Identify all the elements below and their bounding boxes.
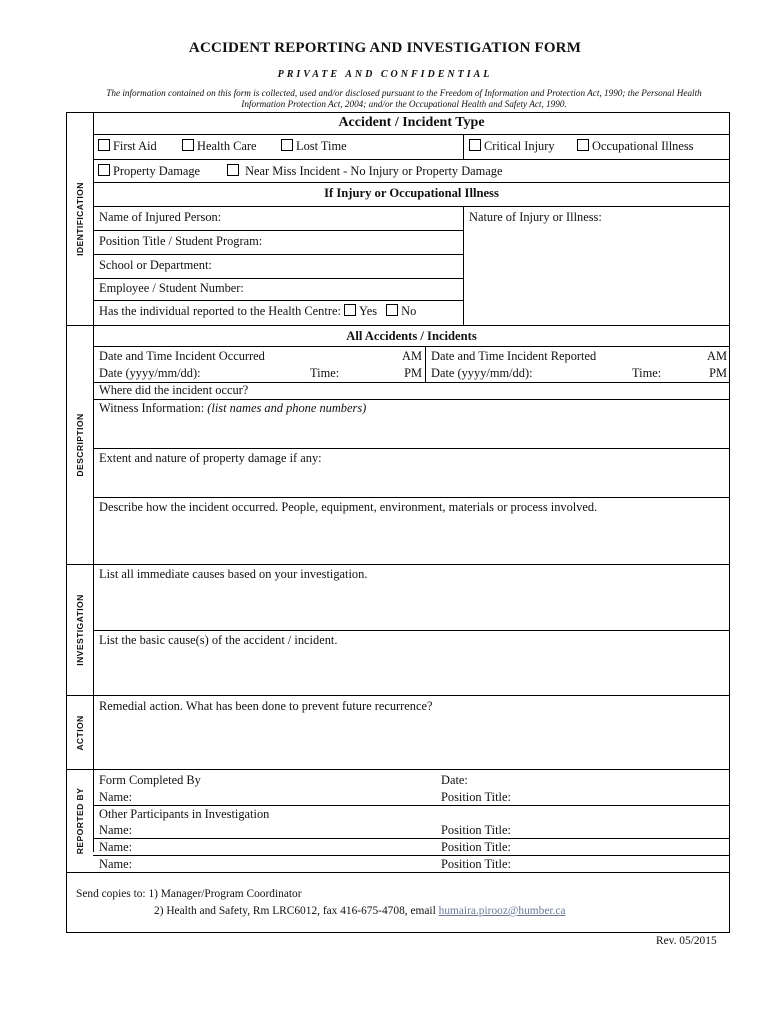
employee-number-field[interactable]: Employee / Student Number: (99, 281, 244, 295)
time-reported-field[interactable]: Time: (632, 366, 662, 380)
send-copies-line-2 (154, 904, 566, 918)
rule (93, 230, 463, 231)
checkbox-near-miss[interactable] (227, 164, 503, 179)
participant-1-position-field[interactable]: Position Title: (441, 823, 511, 837)
checkbox-icon[interactable] (227, 164, 239, 176)
am-occurred[interactable]: AM (402, 349, 422, 363)
checkbox-occupational-illness[interactable] (577, 139, 694, 154)
section-label-reported-by: REPORTED BY (75, 787, 85, 855)
rule (93, 855, 730, 856)
rule (93, 300, 463, 301)
injured-person-name-field[interactable]: Name of Injured Person: (99, 210, 222, 224)
witness-field[interactable] (99, 401, 366, 416)
checkbox-first-aid[interactable] (98, 139, 157, 154)
privacy-notice-line-1: The information contained on this form is collected, used and/or disclosed pursuant to the Freedom of Information and Protection Act, 1990; the Personal Health (106, 88, 702, 98)
checkbox-icon[interactable] (469, 139, 481, 151)
section-separator-action (66, 769, 730, 770)
participant-1-name-field[interactable]: Name: (99, 823, 133, 837)
remedial-action-field[interactable]: Remedial action. What has been done to prevent future recurrence? (99, 699, 433, 713)
rule (93, 182, 730, 183)
section-label-investigation: INVESTIGATION (75, 594, 85, 666)
rule (93, 254, 463, 255)
rule (463, 206, 464, 325)
other-participants-label: Other Participants in Investigation (99, 807, 270, 821)
checkbox-label: Critical Injury (484, 139, 555, 153)
checkbox-icon[interactable] (98, 139, 110, 151)
completed-date-field[interactable]: Date: (441, 773, 468, 787)
checkbox-no[interactable] (386, 304, 398, 316)
injury-heading: If Injury or Occupational Illness (324, 186, 499, 200)
section-separator-reported (66, 872, 730, 873)
rule (93, 206, 730, 207)
rule (425, 346, 426, 382)
position-title-field[interactable]: Position Title / Student Program: (99, 234, 263, 248)
checkbox-property-damage[interactable] (98, 164, 200, 179)
pm-reported[interactable]: PM (709, 366, 727, 380)
rule (93, 134, 730, 135)
rule (463, 134, 464, 159)
section-column-divider (93, 112, 94, 852)
completed-position-field[interactable]: Position Title: (441, 790, 511, 804)
form-title: ACCIDENT REPORTING AND INVESTIGATION FORM (188, 40, 582, 56)
checkbox-label: Occupational Illness (592, 139, 694, 153)
section-separator-investigation (66, 695, 730, 696)
checkbox-critical-injury[interactable] (469, 139, 555, 154)
health-centre-label: Has the individual reported to the Health Centre: (99, 304, 341, 318)
date-reported-label: Date and Time Incident Reported (431, 349, 597, 363)
pm-occurred[interactable]: PM (404, 366, 422, 380)
location-field[interactable]: Where did the incident occur? (99, 383, 249, 397)
witness-label: Witness Information: (99, 401, 205, 415)
witness-hint: (list names and phone numbers) (207, 401, 367, 415)
checkbox-icon[interactable] (281, 139, 293, 151)
rule (93, 399, 730, 400)
school-department-field[interactable]: School or Department: (99, 258, 212, 272)
rule (93, 278, 463, 279)
rule (93, 497, 730, 498)
section-separator-description (66, 564, 730, 565)
injury-nature-field[interactable]: Nature of Injury or Illness: (469, 210, 602, 224)
incident-type-heading: Accident / Incident Type (338, 115, 485, 130)
privacy-notice (70, 88, 738, 110)
rule (93, 805, 730, 806)
rule (93, 159, 730, 160)
no-label: No (401, 304, 417, 318)
rule (93, 838, 730, 839)
participant-3-name-field[interactable]: Name: (99, 857, 133, 871)
property-damage-field[interactable]: Extent and nature of property damage if any: (99, 451, 322, 465)
checkbox-icon[interactable] (577, 139, 589, 151)
checkbox-label: First Aid (113, 139, 157, 153)
section-label-identification: IDENTIFICATION (75, 182, 85, 256)
date-reported-field[interactable]: Date (yyyy/mm/dd): (431, 366, 533, 380)
revision-label: Rev. 05/2015 (656, 935, 717, 947)
checkbox-label: Lost Time (296, 139, 347, 153)
section-separator-identification (66, 325, 730, 326)
send-copies-line-1: Send copies to: 1) Manager/Program Coordinator (76, 888, 302, 900)
participant-3-position-field[interactable]: Position Title: (441, 857, 511, 871)
incident-description-field[interactable]: Describe how the incident occurred. People, equipment, environment, materials or process involved. (99, 500, 598, 514)
checkbox-icon[interactable] (182, 139, 194, 151)
basic-causes-field[interactable]: List the basic cause(s) of the accident / incident. (99, 633, 338, 647)
am-reported[interactable]: AM (707, 349, 727, 363)
checkbox-label: Health Care (197, 139, 257, 153)
checkbox-label: Near Miss Incident - No Injury or Property Damage (245, 164, 503, 178)
immediate-causes-field[interactable]: List all immediate causes based on your investigation. (99, 567, 368, 581)
rule (93, 630, 730, 631)
checkbox-yes[interactable] (344, 304, 356, 316)
time-occurred-field[interactable]: Time: (310, 366, 340, 380)
email-link[interactable]: humaira.pirooz@humber.ca (438, 905, 566, 917)
privacy-notice-line-2: Information Protection Act, 2004; and/or the Occupational Health and Safety Act, 1990. (241, 99, 567, 109)
all-incidents-heading: All Accidents / Incidents (346, 329, 477, 343)
checkbox-lost-time[interactable] (281, 139, 347, 154)
rule (93, 448, 730, 449)
section-label-action: ACTION (75, 715, 85, 751)
health-safety-contact: 2) Health and Safety, Rm LRC6012, fax 416-675-4708, email (154, 905, 436, 917)
date-occurred-field[interactable]: Date (yyyy/mm/dd): (99, 366, 201, 380)
date-occurred-label: Date and Time Incident Occurred (99, 349, 265, 363)
checkbox-health-care[interactable] (182, 139, 257, 154)
completed-name-field[interactable]: Name: (99, 790, 133, 804)
participant-2-position-field[interactable]: Position Title: (441, 840, 511, 854)
checkbox-label: Property Damage (113, 164, 201, 178)
confidential-subtitle: PRIVATE AND CONFIDENTIAL (277, 69, 493, 80)
checkbox-icon[interactable] (98, 164, 110, 176)
health-centre-question (99, 304, 416, 319)
form-completed-label: Form Completed By (99, 773, 201, 787)
participant-2-name-field[interactable]: Name: (99, 840, 133, 854)
yes-label: Yes (359, 304, 378, 318)
section-label-description: DESCRIPTION (75, 413, 85, 477)
rule (93, 346, 730, 347)
